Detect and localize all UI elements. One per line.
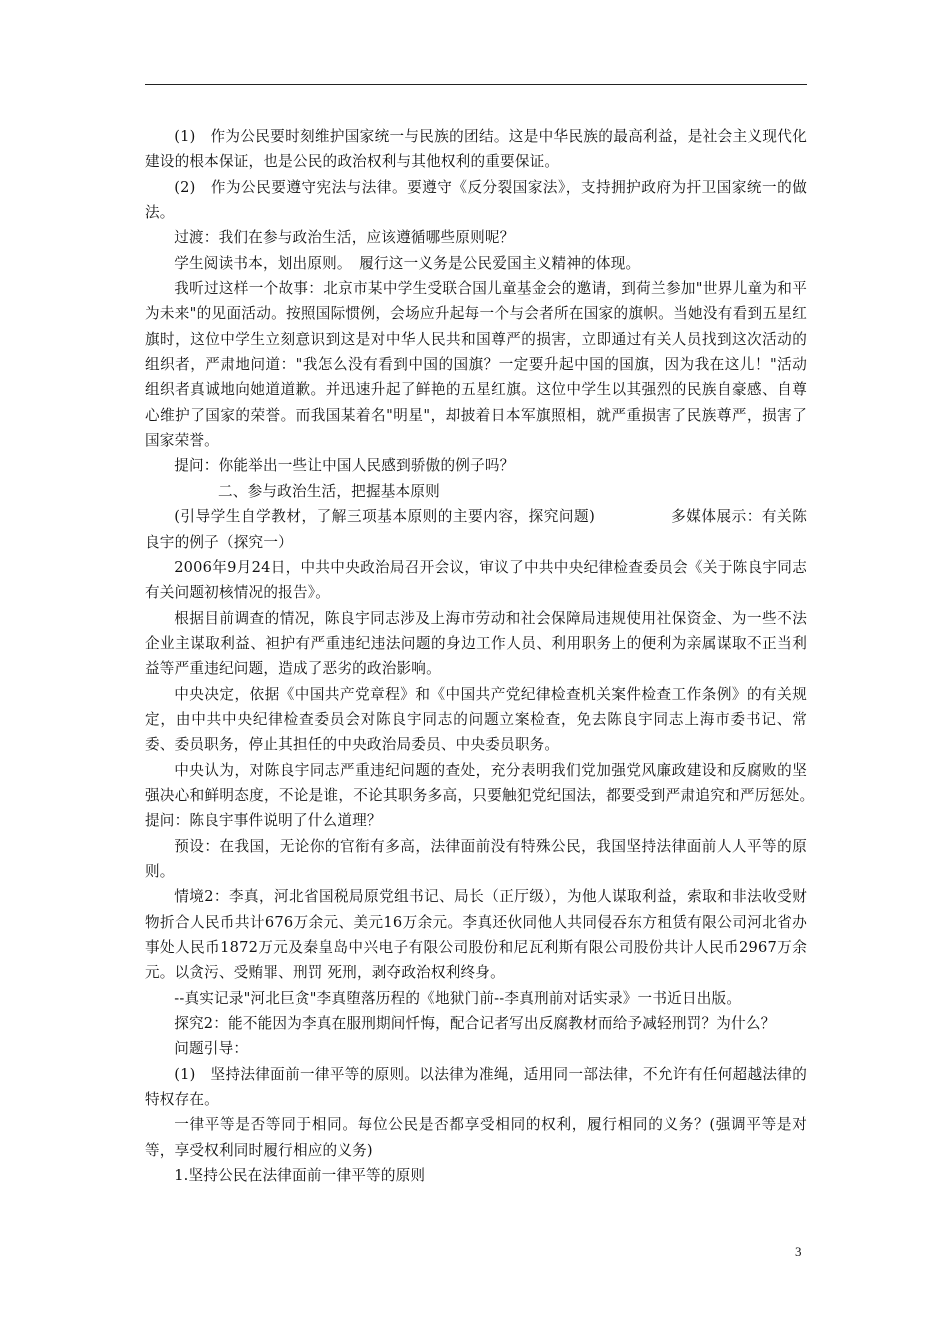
paragraph: (2) 作为公民要遵守宪法与法律。要遵守《反分裂国家法》，支持拥护政府为扞卫国家统一的做法。 [145, 178, 807, 222]
paragraph: 学生阅读书本，划出原则。 履行这一义务是公民爱国主义精神的体现。 [174, 254, 641, 272]
paragraph: 情境2：李真，河北省国税局原党组书记、局长（正厅级），为他人谋取利益，索取和非法收受财物折合人民币共计676万余元、美元16万余元。李真还伙同他人共同侵吞东方租赁有限公司河北省办事处人民币1872万元及秦皇岛中兴电子有限公司股份和尼瓦利斯有限公司股份共计人民币2967万余元。以贪污、受贿罪、刑罚 死刑，剥夺政治权利终身。 [145, 888, 807, 982]
paragraph: (1) 作为公民要时刻维护国家统一与民族的团结。这是中华民族的最高利益，是社会主义现代化建设的根本保证，也是公民的政治权利与其他权利的重要保证。 [145, 128, 807, 171]
paragraph: 问题引导： [174, 1040, 249, 1058]
paragraph: 2006年9月24日，中共中央政治局召开会议，审议了中共中央纪律检查委员会《关于陈良宇同志有关问题初核情况的报告》。 [145, 558, 807, 602]
header-rule [145, 84, 807, 85]
paragraph: 中央决定，依据《中国共产党章程》和《中国共产党纪律检查机关案件检查工作条例》的有关规定，由中共中央纪律检查委员会对陈良宇同志的问题立案检查，免去陈良宇同志上海市委书记、常委、委员职务，停止其担任的中央政治局委员、中央委员职务。 [145, 685, 807, 754]
paragraph: (引导学生自学教材，了解三项基本原则的主要内容，探究问题) 多媒体展示：有关陈良宇的例子（探究一） [145, 508, 807, 551]
paragraph: --真实记录"河北巨贪"李真堕落历程的《地狱门前--李真刑前对话实录》一书近日出版。 [174, 989, 742, 1007]
paragraph: 一律平等是否等同于相同。每位公民是否都享受相同的权利，履行相同的义务？(强调平等是对等，享受权利同时履行相应的义务) [145, 1116, 807, 1159]
section-heading: 二、参与政治生活，把握基本原则 [218, 482, 440, 500]
paragraph: 1.坚持公民在法律面前一律平等的原则 [174, 1167, 426, 1185]
paragraph: (1) 坚持法律面前一律平等的原则。以法律为准绳，适用同一部法律，不允许有任何超越法律的特权存在。 [145, 1065, 807, 1109]
paragraph: 过渡：我们在参与政治生活，应该遵循哪些原则呢？ [174, 229, 515, 247]
paragraph: 中央认为，对陈良宇同志严重违纪问题的查处，充分表明我们党加强党风廉政建设和反腐败的坚强决心和鲜明态度，不论是谁，不论其职务多高，只要触犯党纪国法，都要受到严肃追究和严厉惩处。 提问：陈良宇事件说明了什么道理？ [145, 761, 837, 830]
paragraph: 根据目前调查的情况，陈良宇同志涉及上海市劳动和社会保障局违规使用社保资金、为一些不法企业主谋取利益、袒护有严重违纪违法问题的身边工作人员、利用职务上的便利为亲属谋取不正当利益等严重违纪问题，造成了恶劣的政治影响。 [145, 609, 807, 678]
paragraph: 提问：你能举出一些让中国人民感到骄傲的例子吗？ [174, 457, 515, 475]
document-body [145, 124, 837, 1188]
paragraph: 预设：在我国，无论你的官衔有多高，法律面前没有特殊公民，我国坚持法律面前人人平等的原则。 [145, 837, 807, 880]
paragraph: 我听过这样一个故事：北京市某中学生受联合国儿童基金会的邀请，到荷兰参加"世界儿童为和平为未来"的见面活动。按照国际惯例，会场应升起每一个与会者所在国家的旗帜。当她没有看到五星红旗时，这位中学生立刻意识到这是对中华人民共和国尊严的损害，立即通过有关人员找到这次活动的组织者，严肃地问道："我怎么没有看到中国的国旗？一定要升起中国的国旗，因为我在这儿！"活动组织者真诚地向她道道歉。并迅速升起了鲜艳的五星红旗。这位中学生以其强烈的民族自豪感、自尊心维护了国家的荣誉。而我国某着名"明星"，却披着日本军旗照相，就严重损害了民族尊严，损害了国家荣誉。 [145, 280, 807, 450]
page-number: 3 [795, 1244, 802, 1259]
paragraph: 探究2：能不能因为李真在服刑期间忏悔，配合记者写出反腐教材而给予减轻刑罚？为什么？ [174, 1015, 776, 1033]
